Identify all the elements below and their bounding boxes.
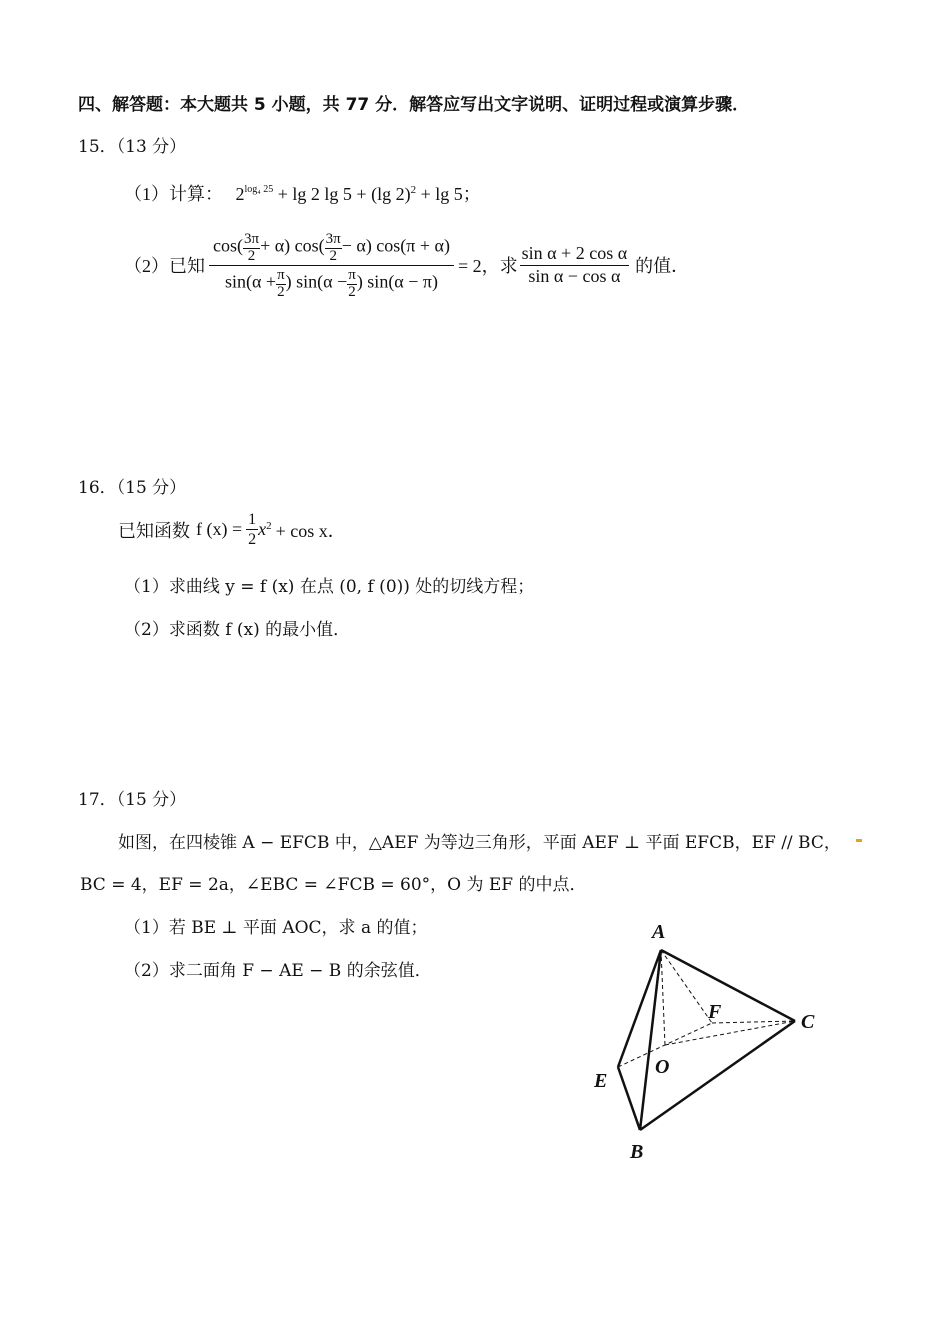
q15-den-frac1-num: π <box>277 266 285 283</box>
q15-part2-label: （2）已知 <box>124 256 205 277</box>
q16-intro <box>118 510 346 549</box>
q16-intro-a: 已知函数 <box>118 520 190 541</box>
q15-den-frac1-den: 2 <box>277 283 285 300</box>
q15-part2-tail: 的值． <box>635 256 690 277</box>
q15-num-a: cos( <box>213 235 243 256</box>
q16-intro-fx: f (x) = <box>196 519 243 540</box>
q16-part1: （1）求曲线 y = f (x) 在点 (0, f (0)) 处的切线方程； <box>124 577 535 597</box>
q15-den-frac2-den: 2 <box>348 283 356 300</box>
q16-part2: （2）求函数 f (x) 的最小值． <box>124 620 351 640</box>
edge-AF <box>661 950 712 1023</box>
q17-part2: （2）求二面角 F − AE − B 的余弦值． <box>124 961 432 981</box>
edge-EB <box>618 1067 640 1130</box>
q15-num-frac2-num: 3π <box>325 231 341 247</box>
q15-part1 <box>124 180 481 206</box>
q15-part1-rest: + lg 2 lg 5 + (lg 2) <box>277 184 411 204</box>
q17-mark <box>856 839 862 842</box>
edge-OC <box>665 1021 795 1045</box>
q16-intro-x: x <box>258 519 267 540</box>
label-E: E <box>594 1070 608 1092</box>
q15-num-frac2 <box>325 230 342 265</box>
q15-part1-exp: log₄ 25 <box>244 184 274 195</box>
q15-den-frac2-num: π <box>348 266 356 283</box>
q15-part1-label: （1）计算： <box>124 184 223 204</box>
label-O: O <box>655 1056 670 1078</box>
edge-AO <box>661 950 665 1045</box>
q16-half-num: 1 <box>246 510 258 530</box>
q15-part2-eq: = 2，求 <box>457 256 518 277</box>
q15-target-denominator: sin α − cos α <box>528 265 621 286</box>
q15-num-b: + α) cos( <box>260 235 325 256</box>
q15-den-c: ) sin(α − π) <box>356 271 438 292</box>
q15-num-frac2-den: 2 <box>329 248 337 264</box>
q15-target-fraction <box>520 243 630 287</box>
q15-num-frac1-num: 3π <box>244 231 260 247</box>
q15-main-denominator <box>223 266 440 301</box>
q15-num-c: − α) cos(π + α) <box>341 235 450 256</box>
q15-title: 15．（13 分） <box>78 137 187 157</box>
q16-intro-rest: + cos x． <box>275 520 346 541</box>
q15-den-frac2 <box>347 266 357 301</box>
edge-AC <box>661 950 795 1021</box>
q15-num-frac1 <box>243 230 260 265</box>
label-A: A <box>652 921 666 943</box>
q17-part1: （1）若 BE ⊥ 平面 AOC，求 a 的值； <box>124 918 428 938</box>
q15-target-numerator: sin α + 2 cos α <box>520 243 630 266</box>
q16-intro-sq: 2 <box>266 520 272 532</box>
q17-title: 17．（15 分） <box>78 790 187 810</box>
q15-part1-sq: 2 <box>410 184 417 196</box>
label-B: B <box>630 1141 644 1163</box>
q15-part2 <box>124 230 689 301</box>
q16-title: 16．（15 分） <box>78 478 187 498</box>
q15-den-a: sin(α + <box>224 271 277 292</box>
label-F: F <box>708 1001 722 1023</box>
q17-line1: 如图，在四棱锥 A − EFCB 中，△AEF 为等边三角形，平面 AEF ⊥ 平面 EFCB，EF // BC， <box>118 833 841 853</box>
section-header: 四、解答题：本大题共 5 小题，共 77 分．解答应写出文字说明、证明过程或演算步骤． <box>78 95 750 115</box>
q15-den-b: ) sin(α − <box>285 271 348 292</box>
edge-FC <box>712 1021 795 1023</box>
q15-part1-base: 2 <box>235 184 245 204</box>
pyramid-figure <box>570 910 850 1170</box>
q15-num-frac1-den: 2 <box>247 248 256 264</box>
q15-part1-end: + lg 5； <box>420 184 481 204</box>
label-C: C <box>801 1011 815 1033</box>
q17-line2: BC = 4，EF = 2a，∠EBC = ∠FCB = 60°，O 为 EF 的中点． <box>80 875 587 895</box>
q16-half-fraction <box>246 510 258 549</box>
q15-den-frac1 <box>276 266 286 301</box>
q15-main-numerator <box>209 230 454 266</box>
q16-half-den: 2 <box>248 531 257 549</box>
q15-main-fraction <box>209 230 454 301</box>
